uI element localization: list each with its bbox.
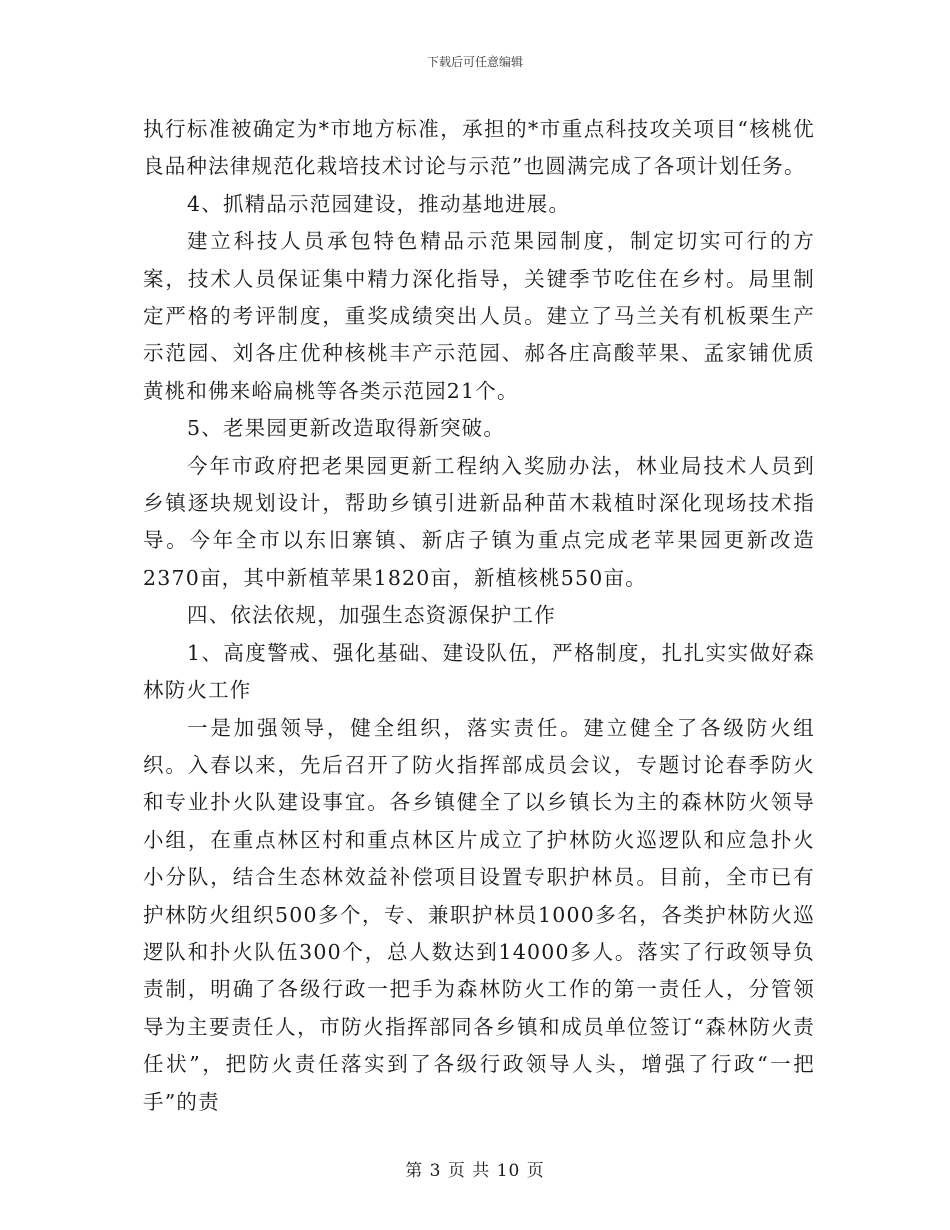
page-footer: 第 3 页 共 10 页 — [405, 1161, 545, 1181]
document-body — [143, 111, 815, 1121]
section-heading: 四、依法依规，加强生态资源保护工作 — [187, 603, 556, 628]
section-heading: 5、老果园更新改造取得新突破。 — [187, 416, 506, 441]
paragraph: 今年市政府把老果园更新工程纳入奖励办法，林业局技术人员到乡镇逐块规划设计，帮助乡镇引进新品种苗木栽植时深化现场技术指导。今年全市以东旧寨镇、新店子镇为重点完成老苹果园更新改造2370亩，其中新植苹果1820亩，新植核桃550亩。 — [143, 453, 815, 590]
section-heading: 4、抓精品示范园建设，推动基地进展。 — [187, 191, 571, 216]
paragraph: 一是加强领导，健全组织，落实责任。建立健全了各级防火组织。入春以来，先后召开了防火指挥部成员会议，专题讨论春季防火和专业扑火队建设事宜。各乡镇健全了以乡镇长为主的森林防火领导小组，在重点林区村和重点林区片成立了护林防火巡逻队和应急扑火小分队，结合生态林效益补偿项目设置专职护林员。目前，全市已有护林防火组织500多个，专、兼职护林员1000多名，各类护林防火巡逻队和扑火队伍300个，总人数达到14000多人。落实了行政领导负责制，明确了各级行政一把手为森林防火工作的第一责任人，分管领导为主要责任人，市防火指挥部同各乡镇和成员单位签订“森林防火责任状”，把防火责任落实到了各级行政领导人头，增强了行政“一把手”的责 — [143, 715, 815, 1114]
page-header: 下载后可任意编辑 — [426, 55, 523, 69]
section-heading: 1、高度警戒、强化基础、建设队伍，严格制度，扎扎实实做好森林防火工作 — [143, 640, 815, 703]
paragraph: 执行标准被确定为*市地方标准，承担的*市重点科技攻关项目“核桃优良品种法律规范化栽培技术讨论与示范”也圆满完成了各项计划任务。 — [143, 117, 815, 179]
paragraph: 建立科技人员承包特色精品示范果园制度，制定切实可行的方案，技术人员保证集中精力深化指导，关键季节吃住在乡村。局里制定严格的考评制度，重奖成绩突出人员。建立了马兰关有机板栗生产示范园、刘各庄优种核桃丰产示范园、郝各庄高酸苹果、孟家铺优质黄桃和佛来峪扁桃等各类示范园21个。 — [143, 229, 815, 403]
